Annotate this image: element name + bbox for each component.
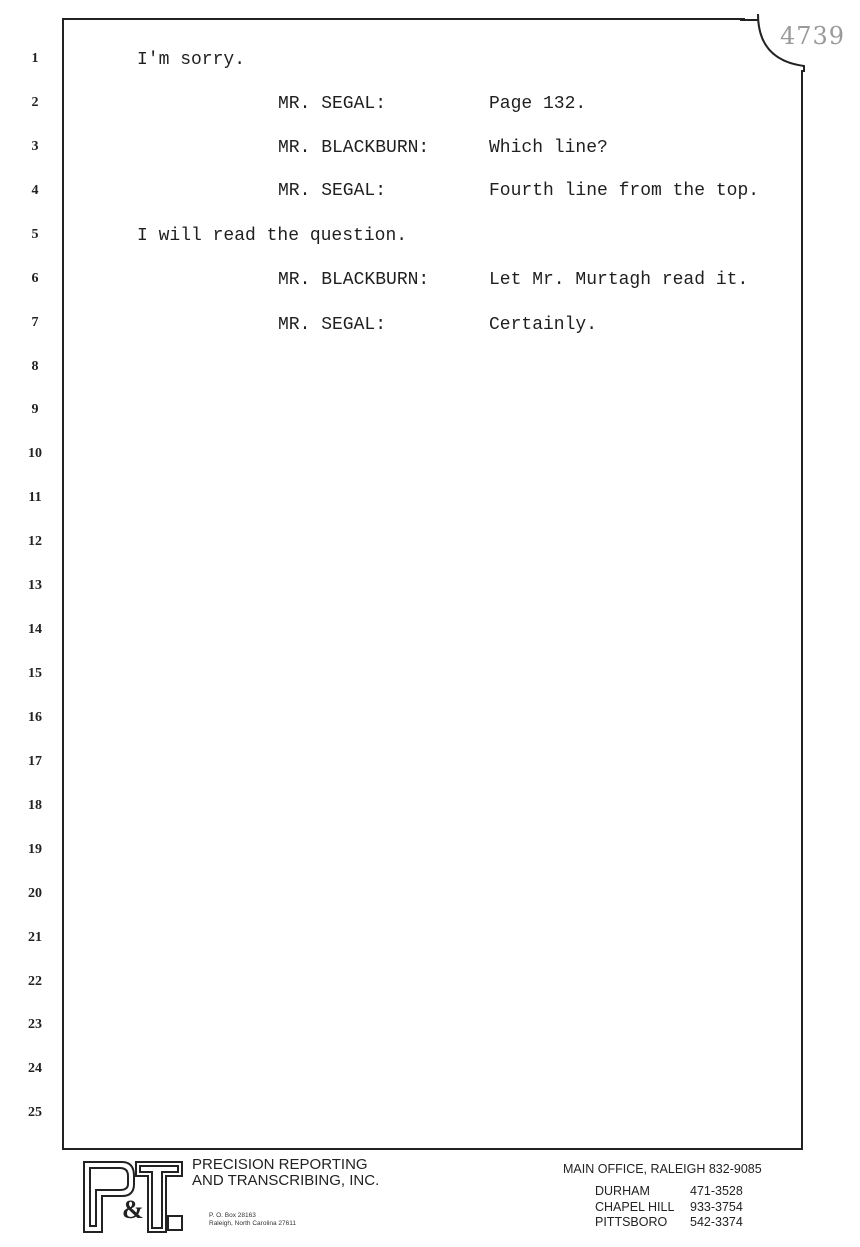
line-number: 5 xyxy=(31,227,39,242)
line-number: 4 xyxy=(31,183,39,198)
transcript-line: Page 132. xyxy=(489,94,587,114)
company-line-1: PRECISION REPORTING xyxy=(192,1156,368,1173)
line-number: 19 xyxy=(28,842,42,857)
office-phone: 542-3374 xyxy=(690,1215,743,1229)
page-number: 4739 xyxy=(780,22,846,50)
speaker-label: MR. BLACKBURN: xyxy=(278,270,430,290)
line-number: 22 xyxy=(28,974,42,989)
speaker-label: MR. BLACKBURN: xyxy=(278,138,430,158)
office-city: DURHAM xyxy=(595,1184,650,1198)
pt-logo-icon xyxy=(82,1158,184,1234)
company-line-2: AND TRANSCRIBING, INC. xyxy=(192,1172,380,1189)
logo-ampersand: & xyxy=(122,1195,144,1224)
office-phone: 471-3528 xyxy=(690,1184,743,1198)
line-number: 11 xyxy=(28,490,42,505)
line-number: 15 xyxy=(28,666,42,681)
line-number: 21 xyxy=(28,930,42,945)
line-number: 18 xyxy=(28,798,42,813)
line-number: 10 xyxy=(28,446,42,461)
line-number: 12 xyxy=(28,534,42,549)
address-line-2: Raleigh, North Carolina 27611 xyxy=(209,1220,296,1227)
line-number: 25 xyxy=(28,1105,42,1120)
line-number: 7 xyxy=(31,315,39,330)
line-number: 1 xyxy=(31,51,39,66)
transcript-line: Certainly. xyxy=(489,315,598,335)
transcript-line: I will read the question. xyxy=(137,226,408,246)
line-number: 16 xyxy=(28,710,42,725)
main-office: MAIN OFFICE, RALEIGH 832-9085 xyxy=(563,1162,762,1176)
line-number: 13 xyxy=(28,578,42,593)
company-address xyxy=(209,1212,296,1228)
transcript-line: I'm sorry. xyxy=(137,50,246,70)
speaker-label: MR. SEGAL: xyxy=(278,94,387,114)
line-number: 17 xyxy=(28,754,42,769)
office-city: CHAPEL HILL xyxy=(595,1200,675,1214)
speaker-label: MR. SEGAL: xyxy=(278,181,387,201)
office-phone: 933-3754 xyxy=(690,1200,743,1214)
line-number: 2 xyxy=(31,95,39,110)
transcript-line: Which line? xyxy=(489,138,608,158)
line-number: 14 xyxy=(28,622,42,637)
line-number: 6 xyxy=(31,271,39,286)
line-number: 8 xyxy=(31,359,39,374)
line-number: 23 xyxy=(28,1017,42,1032)
office-city: PITTSBORO xyxy=(595,1215,668,1229)
line-number: 24 xyxy=(28,1061,42,1076)
line-number: 9 xyxy=(31,402,39,417)
transcript-line: Let Mr. Murtagh read it. xyxy=(489,270,749,290)
speaker-label: MR. SEGAL: xyxy=(278,315,387,335)
address-line-1: P. O. Box 28163 xyxy=(209,1212,256,1219)
line-number: 20 xyxy=(28,886,42,901)
line-number: 3 xyxy=(31,139,39,154)
company-name xyxy=(192,1157,379,1189)
transcript-line: Fourth line from the top. xyxy=(489,181,760,201)
